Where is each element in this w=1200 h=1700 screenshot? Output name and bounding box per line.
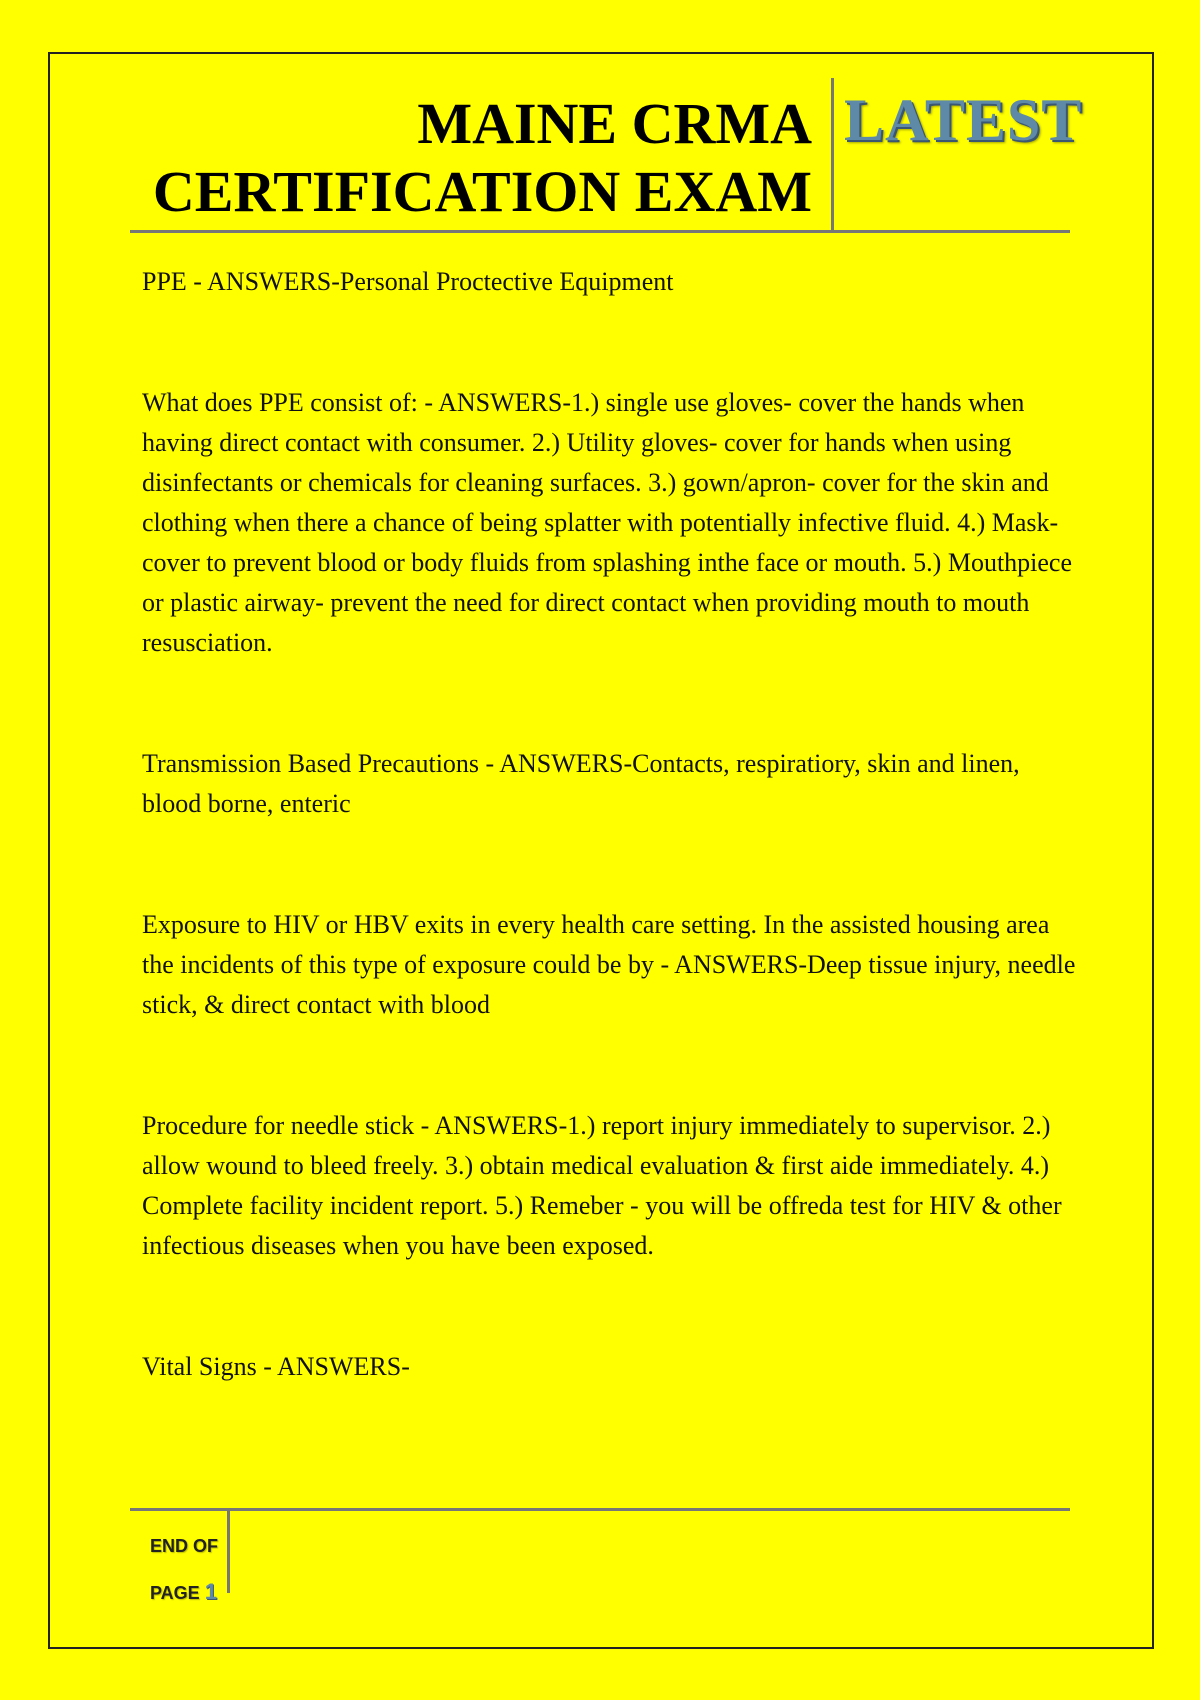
end-of-page-label: [150, 1524, 218, 1616]
latest-badge: LATEST: [844, 87, 1083, 153]
page-title: [153, 90, 812, 226]
qa-item-vital-signs: Vital Signs - ANSWERS-: [142, 1352, 410, 1381]
page-header: [130, 78, 1083, 232]
page-number: 1: [204, 1579, 217, 1604]
qa-item-transmission: Transmission Based Precautions - ANSWERS-Contacts, respiratiory, skin and linen, blood borne, enteric: [142, 749, 1020, 818]
page-footer: [130, 1508, 1070, 1604]
qa-item-ppe: PPE - ANSWERS-Personal Proctective Equipment: [142, 267, 674, 296]
qa-item-ppe-consist: What does PPE consist of: - ANSWERS-1.) single use gloves- cover the hands when having direct contact with consumer. 2.) Utility gloves- cover for hands when using disinfectants or chemicals for cleaning surfaces. 3.) gown/apron- cover for the skin and clothing when there a chance of being splatter with potentially infective fluid. 4.) Mask- cover to prevent blood or body fluids from splashing inthe face or mouth. 5.) Mouthpiece or plastic airway- prevent the need for direct contact when providing mouth to mouth resusciation.: [142, 388, 1073, 657]
header-divider-vertical: [831, 78, 834, 232]
title-line-2: CERTIFICATION EXAM: [152, 159, 812, 224]
title-line-1: MAINE CRMA: [417, 91, 812, 156]
qa-list: [142, 262, 1082, 1468]
footer-divider-horizontal: [130, 1508, 1070, 1511]
footer-line-2: [150, 1569, 218, 1616]
footer-line-1: END OF: [150, 1536, 219, 1556]
footer-divider-vertical: [227, 1511, 230, 1593]
qa-item-needle-stick: Procedure for needle stick - ANSWERS-1.) report injury immediately to supervisor. 2.) allow wound to bleed freely. 3.) obtain medical evaluation & first aide immediately. 4.) Complete facility incident report. 5.) Remeber - you will be offreda test for HIV & other infectious diseases when you have been exposed.: [142, 1111, 1062, 1260]
footer-page-word: PAGE: [150, 1583, 200, 1603]
header-divider-horizontal: [130, 230, 1070, 233]
qa-item-exposure: Exposure to HIV or HBV exits in every health care setting. In the assisted housing area the incidents of this type of exposure could be by - ANSWERS-Deep tissue injury, needle stick, & direct contact with blood: [142, 910, 1076, 1019]
